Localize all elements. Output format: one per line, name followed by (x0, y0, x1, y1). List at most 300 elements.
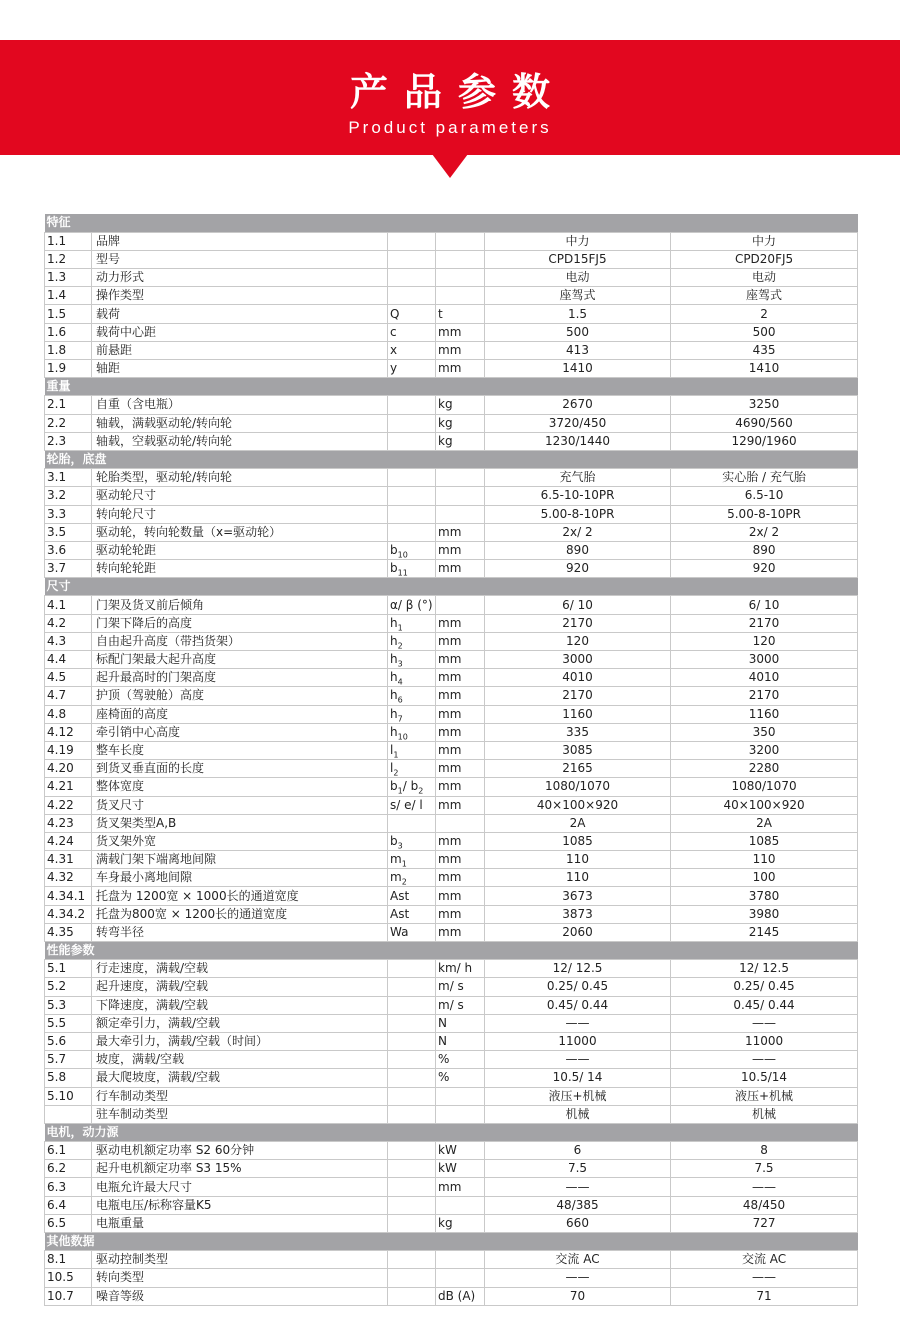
item-unit (436, 1196, 485, 1214)
item-symbol (388, 541, 436, 559)
item-number: 4.23 (45, 814, 92, 832)
table-row (45, 632, 858, 650)
item-name: 驱动轮尺寸 (92, 487, 388, 505)
item-number: 4.19 (45, 741, 92, 759)
table-row (45, 851, 858, 869)
table-row (45, 1160, 858, 1178)
item-symbol (388, 1014, 436, 1032)
value-model-2: 48/450 (671, 1196, 858, 1214)
item-symbol (388, 1051, 436, 1069)
table-row (45, 560, 858, 578)
table-row (45, 269, 858, 287)
item-name: 到货叉垂直面的长度 (92, 760, 388, 778)
item-name: 托盘为 1200宽 × 1000长的通道宽度 (92, 887, 388, 905)
spec-table (44, 214, 858, 1306)
value-model-1: 1160 (485, 705, 671, 723)
value-model-2: 8 (671, 1142, 858, 1160)
value-model-1: 中力 (485, 232, 671, 250)
section-header (45, 578, 858, 596)
item-unit: kg (436, 1214, 485, 1232)
value-model-2: 1160 (671, 705, 858, 723)
value-model-1: —— (485, 1269, 671, 1287)
item-name: 自重（含电瓶） (92, 396, 388, 414)
item-symbol (388, 505, 436, 523)
item-symbol (388, 232, 436, 250)
value-model-2: 727 (671, 1214, 858, 1232)
value-model-2: 2170 (671, 687, 858, 705)
item-unit: km/ h (436, 960, 485, 978)
header-banner (0, 40, 900, 155)
value-model-2: 1085 (671, 832, 858, 850)
table-row (45, 1214, 858, 1232)
table-row (45, 1032, 858, 1050)
item-symbol (388, 741, 436, 759)
item-unit: mm (436, 923, 485, 941)
table-row (45, 869, 858, 887)
table-row (45, 1269, 858, 1287)
item-name: 牵引销中心高度 (92, 723, 388, 741)
item-name: 托盘为800宽 × 1200长的通道宽度 (92, 905, 388, 923)
item-number: 3.1 (45, 469, 92, 487)
section-title: 尺寸 (45, 578, 858, 596)
item-number: 6.2 (45, 1160, 92, 1178)
item-unit: mm (436, 760, 485, 778)
value-model-1: 4010 (485, 669, 671, 687)
item-name: 起升速度，满载/空载 (92, 978, 388, 996)
item-name: 电瓶重量 (92, 1214, 388, 1232)
value-model-1: 2165 (485, 760, 671, 778)
item-number: 1.4 (45, 287, 92, 305)
item-name: 下降速度，满载/空载 (92, 996, 388, 1014)
item-number: 4.5 (45, 669, 92, 687)
symbol-subscript: 3 (397, 841, 403, 851)
symbol-text: l (390, 761, 394, 776)
item-number: 1.3 (45, 269, 92, 287)
value-model-2: 3780 (671, 887, 858, 905)
item-symbol (388, 851, 436, 869)
item-name: 驱动控制类型 (92, 1251, 388, 1269)
table-row (45, 741, 858, 759)
value-model-2: 中力 (671, 232, 858, 250)
value-model-1: 3720/450 (485, 414, 671, 432)
symbol-text: y (390, 361, 398, 376)
item-unit: mm (436, 687, 485, 705)
symbol-text: b (390, 542, 398, 557)
item-symbol (388, 723, 436, 741)
section-header (45, 1123, 858, 1141)
item-name: 转向类型 (92, 1269, 388, 1287)
item-number: 4.22 (45, 796, 92, 814)
item-symbol (388, 1287, 436, 1305)
symbol-text: c (390, 324, 397, 339)
value-model-1: 0.25/ 0.45 (485, 978, 671, 996)
item-symbol (388, 887, 436, 905)
item-unit: mm (436, 869, 485, 887)
item-number: 5.3 (45, 996, 92, 1014)
item-name: 最大爬坡度，满载/空载 (92, 1069, 388, 1087)
table-row (45, 505, 858, 523)
value-model-1: —— (485, 1178, 671, 1196)
table-row (45, 1196, 858, 1214)
value-model-1: 890 (485, 541, 671, 559)
table-row (45, 814, 858, 832)
section-header (45, 450, 858, 468)
item-unit: mm (436, 541, 485, 559)
item-name: 驻车制动类型 (92, 1105, 388, 1123)
table-row (45, 432, 858, 450)
item-symbol (388, 1087, 436, 1105)
item-name: 转弯半径 (92, 923, 388, 941)
item-name: 转向轮尺寸 (92, 505, 388, 523)
item-number: 2.2 (45, 414, 92, 432)
table-row (45, 651, 858, 669)
table-row (45, 487, 858, 505)
table-row (45, 341, 858, 359)
item-unit: mm (436, 905, 485, 923)
table-row (45, 614, 858, 632)
value-model-1: 48/385 (485, 1196, 671, 1214)
value-model-1: 6/ 10 (485, 596, 671, 614)
table-row (45, 469, 858, 487)
table-row (45, 960, 858, 978)
symbol-text: b (390, 561, 398, 576)
item-number: 1.9 (45, 360, 92, 378)
item-symbol (388, 960, 436, 978)
banner-pointer (432, 154, 468, 178)
value-model-1: 5.00-8-10PR (485, 505, 671, 523)
symbol-text: Ast (390, 906, 410, 921)
table-row (45, 796, 858, 814)
symbol-text: α/ β (°) (390, 597, 433, 612)
value-model-2: 10.5/14 (671, 1069, 858, 1087)
value-model-1: 40×100×920 (485, 796, 671, 814)
item-symbol (388, 923, 436, 941)
value-model-2: 实心胎 / 充气胎 (671, 469, 858, 487)
item-name: 自由起升高度（带挡货架） (92, 632, 388, 650)
item-symbol (388, 996, 436, 1014)
section-header (45, 214, 858, 232)
value-model-2: 2A (671, 814, 858, 832)
item-symbol (388, 905, 436, 923)
value-model-2: 2x/ 2 (671, 523, 858, 541)
item-unit: dB (A) (436, 1287, 485, 1305)
value-model-1: 3673 (485, 887, 671, 905)
value-model-2: 40×100×920 (671, 796, 858, 814)
value-model-1: 110 (485, 851, 671, 869)
value-model-2: 0.45/ 0.44 (671, 996, 858, 1014)
value-model-2: —— (671, 1014, 858, 1032)
value-model-1: 335 (485, 723, 671, 741)
value-model-2: 2170 (671, 614, 858, 632)
item-symbol (388, 705, 436, 723)
symbol-text: h (390, 670, 398, 685)
item-number: 5.10 (45, 1087, 92, 1105)
item-name: 噪音等级 (92, 1287, 388, 1305)
item-name: 起升电机额定功率 S3 15% (92, 1160, 388, 1178)
value-model-2: 2145 (671, 923, 858, 941)
item-symbol (388, 632, 436, 650)
symbol-subscript: 10 (397, 550, 408, 560)
item-symbol (388, 305, 436, 323)
value-model-2: 3000 (671, 651, 858, 669)
item-name: 型号 (92, 250, 388, 268)
symbol-text-2: / b (402, 779, 419, 794)
item-name: 起升最高时的门架高度 (92, 669, 388, 687)
section-header (45, 378, 858, 396)
symbol-subscript: 4 (397, 677, 403, 687)
value-model-2: CPD20FJ5 (671, 250, 858, 268)
item-name: 整体宽度 (92, 778, 388, 796)
item-name: 门架下降后的高度 (92, 614, 388, 632)
symbol-text: Wa (390, 924, 409, 939)
item-unit: mm (436, 741, 485, 759)
item-symbol (388, 814, 436, 832)
value-model-2: 100 (671, 869, 858, 887)
symbol-text: h (390, 724, 398, 739)
item-name: 轴载，满载驱动轮/转向轮 (92, 414, 388, 432)
item-number: 2.1 (45, 396, 92, 414)
item-unit (436, 1087, 485, 1105)
item-unit: kg (436, 396, 485, 414)
value-model-1: 110 (485, 869, 671, 887)
item-number: 4.35 (45, 923, 92, 941)
item-symbol (388, 523, 436, 541)
item-unit: mm (436, 651, 485, 669)
item-number: 2.3 (45, 432, 92, 450)
item-unit: kW (436, 1160, 485, 1178)
item-name: 货叉架类型A,B (92, 814, 388, 832)
item-name: 行车制动类型 (92, 1087, 388, 1105)
value-model-1: —— (485, 1014, 671, 1032)
item-number: 10.7 (45, 1287, 92, 1305)
value-model-1: 2x/ 2 (485, 523, 671, 541)
table-row (45, 1087, 858, 1105)
value-model-2: 6.5-10 (671, 487, 858, 505)
item-name: 驱动电机额定功率 S2 60分钟 (92, 1142, 388, 1160)
item-number: 3.6 (45, 541, 92, 559)
value-model-2: 3250 (671, 396, 858, 414)
symbol-text: b (390, 833, 398, 848)
item-number: 4.7 (45, 687, 92, 705)
item-symbol (388, 832, 436, 850)
value-model-1: —— (485, 1051, 671, 1069)
item-unit (436, 814, 485, 832)
section-header (45, 1233, 858, 1251)
table-row (45, 669, 858, 687)
item-unit: mm (436, 796, 485, 814)
item-symbol (388, 250, 436, 268)
symbol-text: h (390, 615, 398, 630)
item-name: 驱动轮轮距 (92, 541, 388, 559)
item-unit: kg (436, 414, 485, 432)
value-model-2: 435 (671, 341, 858, 359)
item-unit (436, 269, 485, 287)
symbol-subscript: 6 (397, 695, 403, 705)
value-model-1: 660 (485, 1214, 671, 1232)
item-symbol (388, 360, 436, 378)
item-number: 1.1 (45, 232, 92, 250)
symbol-text: m (390, 870, 402, 885)
item-unit: mm (436, 523, 485, 541)
item-unit: mm (436, 614, 485, 632)
value-model-1: 920 (485, 560, 671, 578)
table-row (45, 541, 858, 559)
item-name: 货叉尺寸 (92, 796, 388, 814)
item-symbol (388, 432, 436, 450)
table-row (45, 723, 858, 741)
table-row (45, 996, 858, 1014)
value-model-1: 3873 (485, 905, 671, 923)
item-name: 驱动轮，转向轮数量（x=驱动轮） (92, 523, 388, 541)
item-unit (436, 1251, 485, 1269)
page-subtitle: Product parameters (348, 118, 552, 137)
value-model-1: 11000 (485, 1032, 671, 1050)
table-row (45, 596, 858, 614)
item-number: 5.2 (45, 978, 92, 996)
item-number: 4.8 (45, 705, 92, 723)
value-model-1: 1410 (485, 360, 671, 378)
item-symbol (388, 1032, 436, 1050)
value-model-1: 500 (485, 323, 671, 341)
value-model-2: —— (671, 1178, 858, 1196)
item-number: 3.3 (45, 505, 92, 523)
item-unit: t (436, 305, 485, 323)
item-number: 4.32 (45, 869, 92, 887)
item-number: 4.24 (45, 832, 92, 850)
table-row (45, 414, 858, 432)
item-number: 8.1 (45, 1251, 92, 1269)
value-model-2: 液压+机械 (671, 1087, 858, 1105)
value-model-2: 71 (671, 1287, 858, 1305)
item-name: 车身最小离地间隙 (92, 869, 388, 887)
value-model-1: 2170 (485, 687, 671, 705)
value-model-1: 70 (485, 1287, 671, 1305)
value-model-2: 6/ 10 (671, 596, 858, 614)
item-name: 载荷中心距 (92, 323, 388, 341)
item-number: 3.2 (45, 487, 92, 505)
item-number: 10.5 (45, 1269, 92, 1287)
symbol-text: h (390, 688, 398, 703)
value-model-2: —— (671, 1051, 858, 1069)
item-symbol (388, 760, 436, 778)
item-number: 1.5 (45, 305, 92, 323)
item-number: 4.21 (45, 778, 92, 796)
item-symbol (388, 1251, 436, 1269)
table-row (45, 760, 858, 778)
item-name: 轮胎类型，驱动轮/转向轮 (92, 469, 388, 487)
value-model-1: 充气胎 (485, 469, 671, 487)
item-number: 1.6 (45, 323, 92, 341)
symbol-text: Q (390, 306, 400, 321)
table-row (45, 1051, 858, 1069)
table-row (45, 905, 858, 923)
item-number: 1.2 (45, 250, 92, 268)
value-model-1: 3000 (485, 651, 671, 669)
value-model-1: 1080/1070 (485, 778, 671, 796)
item-unit: N (436, 1014, 485, 1032)
item-unit (436, 287, 485, 305)
table-row (45, 360, 858, 378)
table-row (45, 1142, 858, 1160)
item-unit (436, 487, 485, 505)
table-row (45, 832, 858, 850)
symbol-text: b (390, 779, 398, 794)
symbol-subscript-2: 2 (418, 786, 424, 796)
table-row (45, 1069, 858, 1087)
item-unit: % (436, 1051, 485, 1069)
item-symbol (388, 469, 436, 487)
item-unit (436, 232, 485, 250)
item-number: 4.2 (45, 614, 92, 632)
value-model-2: 500 (671, 323, 858, 341)
item-number: 4.12 (45, 723, 92, 741)
value-model-2: 交流 AC (671, 1251, 858, 1269)
symbol-subscript: 2 (401, 877, 407, 887)
item-unit: mm (436, 778, 485, 796)
item-symbol (388, 978, 436, 996)
item-symbol (388, 651, 436, 669)
item-unit: m/ s (436, 978, 485, 996)
value-model-2: 4010 (671, 669, 858, 687)
item-name: 行走速度，满载/空载 (92, 960, 388, 978)
item-unit: mm (436, 323, 485, 341)
item-unit (436, 596, 485, 614)
item-number: 4.20 (45, 760, 92, 778)
value-model-1: 10.5/ 14 (485, 1069, 671, 1087)
item-name: 最大牵引力，满载/空载（时间） (92, 1032, 388, 1050)
item-name: 操作类型 (92, 287, 388, 305)
value-model-1: 1.5 (485, 305, 671, 323)
symbol-subscript: 1 (401, 859, 407, 869)
item-unit (436, 250, 485, 268)
symbol-subscript: 2 (397, 641, 403, 651)
symbol-subscript: 3 (397, 659, 403, 669)
item-unit: kW (436, 1142, 485, 1160)
item-symbol (388, 596, 436, 614)
table-row (45, 1251, 858, 1269)
item-number: 6.5 (45, 1214, 92, 1232)
item-symbol (388, 1214, 436, 1232)
item-symbol (388, 269, 436, 287)
item-unit: mm (436, 632, 485, 650)
item-unit: mm (436, 887, 485, 905)
section-title: 其他数据 (45, 1233, 858, 1251)
section-title: 重量 (45, 378, 858, 396)
value-model-1: 7.5 (485, 1160, 671, 1178)
item-number: 4.34.2 (45, 905, 92, 923)
item-symbol (388, 1105, 436, 1123)
table-row (45, 323, 858, 341)
value-model-1: 1085 (485, 832, 671, 850)
symbol-text: h (390, 652, 398, 667)
item-name: 座椅面的高度 (92, 705, 388, 723)
item-unit (436, 1105, 485, 1123)
symbol-subscript: 1 (397, 623, 403, 633)
value-model-2: 2 (671, 305, 858, 323)
table-row (45, 1014, 858, 1032)
item-symbol (388, 414, 436, 432)
item-unit: mm (436, 723, 485, 741)
symbol-subscript: 7 (397, 714, 403, 724)
item-symbol (388, 1160, 436, 1178)
value-model-1: 2A (485, 814, 671, 832)
item-unit: N (436, 1032, 485, 1050)
item-unit: mm (436, 851, 485, 869)
value-model-1: 12/ 12.5 (485, 960, 671, 978)
value-model-2: 3200 (671, 741, 858, 759)
item-number: 4.31 (45, 851, 92, 869)
value-model-1: 机械 (485, 1105, 671, 1123)
